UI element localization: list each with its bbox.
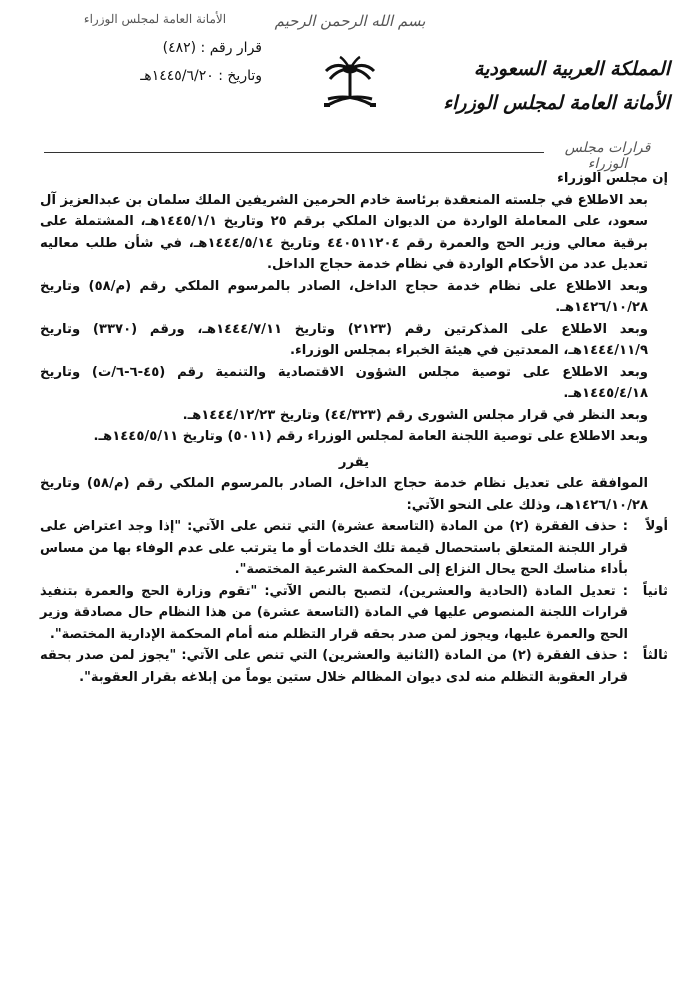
section-caption: قرارات مجلس الوزراء — [564, 140, 651, 172]
list-item — [40, 516, 668, 581]
decision-date: وتاريخ : ١٤٤٥/٦/٢٠هـ — [140, 68, 262, 84]
opening-line: إن مجلس الوزراء — [557, 171, 668, 186]
paragraph-2: وبعد الاطلاع على نظام خدمة حجاج الداخل، الصادر بالمرسوم الملكي رقم (م/٥٨) وتاريخ ١٤٢٦/١٠/٢٨هـ. — [40, 278, 648, 315]
item-text: : حذف الفقرة (٢) من المادة (الثانية والعشرين) التي تنص على الآتي: "يجوز لمن صدر بحقه قرار العقوبة التظلم منه لدى ديوان المظالم خلال ستين يوماً من إبلاغه بقرار العقوبة". — [40, 648, 628, 685]
paragraph-1: بعد الاطلاع في جلسته المنعقدة برئاسة خادم الحرمين الشريفين الملك سلمان بن عبدالعزيز آل سعود، على المعاملة الواردة من الديوان الملكي برقم ٢٥ وتاريخ ١٤٤٥/١/١هـ، المشتملة على برقية معالي وزير الحج والعمرة رقم ٤٤٠٥١١٢٠٤ وتاريخ ١٤٤٤/٥/١٤هـ، في شأن طلب معاليه تعديل عدد من الأحكام الواردة في نظام خدمة حجاج الداخل. — [40, 192, 648, 272]
saudi-emblem-icon — [318, 55, 382, 119]
decision-number: قرار رقم : (٤٨٢) — [162, 40, 262, 56]
header-rule — [44, 152, 544, 153]
approval-paragraph: الموافقة على تعديل نظام خدمة حجاج الداخل، الصادر بالمرسوم الملكي رقم (م/٥٨) وتاريخ ١٤٢٦/١٠/٢٨هـ، وذلك على النحو الآتي: — [40, 476, 648, 513]
kingdom-title: المملكة العربية السعودية — [473, 58, 670, 80]
item-text: : تعديل المادة (الحادية والعشرين)، لتصبح بالنص الآتي: "تقوم وزارة الحج والعمرة بتنفيذ قرارات اللجنة المنصوص عليها في المادة (التاسعة عشرة) من هذا النظام حال مصادقة وزير الحج والعمرة عليها، ويجوز لمن صدر بحقه قرار التظلم منه أمام المحكمة الإدارية المختصة". — [40, 583, 628, 642]
item-label: ثالثاً — [642, 648, 668, 663]
paragraph-5: وبعد النظر في قرار مجلس الشورى رقم (٤٤/٣٢٣) وتاريخ ١٤٤٤/١٢/٢٣هـ. — [182, 407, 648, 423]
secretariat-title: الأمانة العامة لمجلس الوزراء — [443, 92, 670, 114]
list-item — [40, 645, 668, 688]
basmala: بسم الله الرحمن الرحيم — [274, 12, 426, 30]
item-text: : حذف الفقرة (٢) من المادة (التاسعة عشرة) التي تنص على الآتي: "إذا وجد اعتراض على قرار اللجنة المتعلق باستحصال قيمة تلك الخدمات أو ما يترتب على عدم الوفاء بها من مساس بأداء مناسك الحج يحال النزاع إلى المحكمة الشرعية المختصة". — [40, 519, 628, 577]
item-label: أولاً — [645, 519, 668, 534]
paragraph-6: وبعد الاطلاع على توصية اللجنة العامة لمجلس الوزراء رقم (٥٠١١) وتاريخ ١٤٤٥/٥/١١هـ. — [93, 429, 648, 444]
paragraph-4: وبعد الاطلاع على توصية مجلس الشؤون الاقتصادية والتنمية رقم (٤٥-٦-٦/ت) وتاريخ ١٤٤٥/٤/١٨هـ. — [40, 364, 648, 401]
decides-heading: يقرر — [338, 454, 370, 470]
document-body — [40, 168, 668, 688]
item-label: ثانياً — [642, 583, 668, 599]
secretariat-caption-top: الأمانة العامة لمجلس الوزراء — [83, 12, 227, 26]
list-item — [40, 581, 668, 646]
paragraph-3: وبعد الاطلاع على المذكرتين رقم (٢١٢٣) وتاريخ ١٤٤٤/٧/١١هـ، ورقم (٣٣٧٠) وتاريخ ١٤٤٤/١١/٩هـ، المعدتين في هيئة الخبراء بمجلس الوزراء. — [40, 321, 648, 358]
